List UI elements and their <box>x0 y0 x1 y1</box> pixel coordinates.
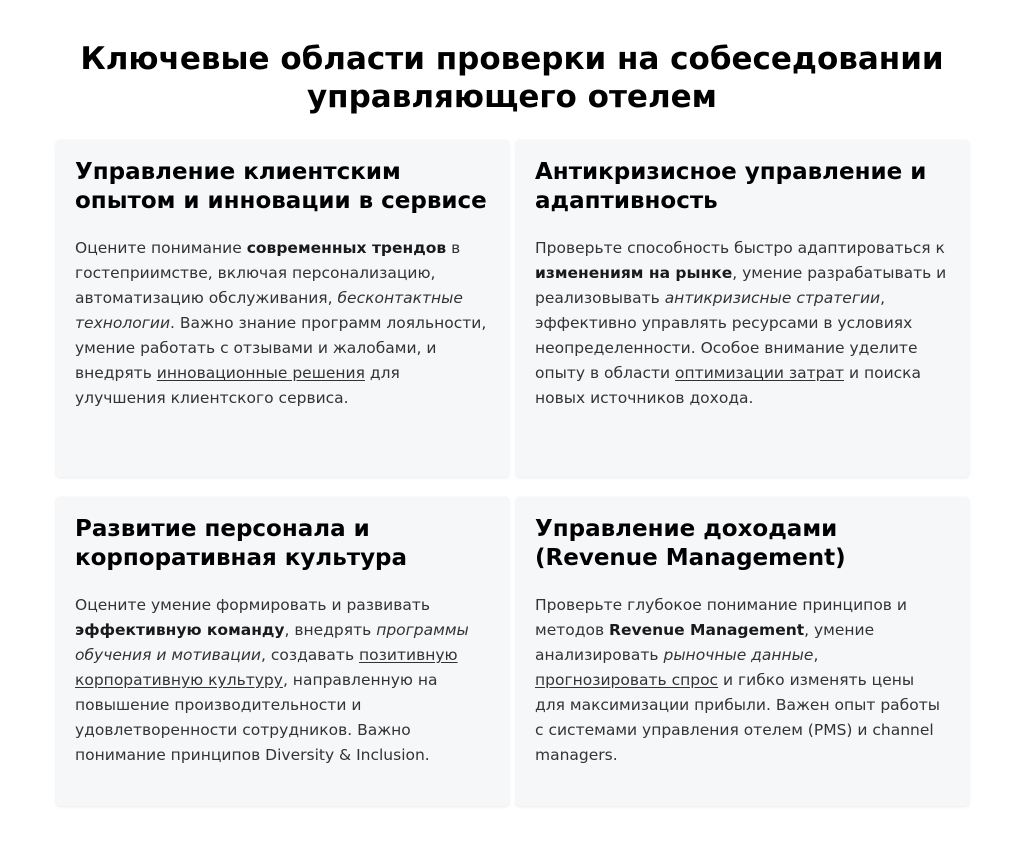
text-segment: в гостеприимстве, включая персонализацию, автоматизацию обслуживания, <box>75 239 461 307</box>
card-title: Управление доходами (Revenue Management) <box>535 516 846 571</box>
emphasis-underline: оптимизации затрат <box>675 364 845 382</box>
emphasis-italic: рыночные данные <box>663 646 814 664</box>
card-description <box>75 236 487 411</box>
text-segment: и поиска новых источников дохода. <box>535 364 922 407</box>
text-segment: , <box>813 646 819 664</box>
text-segment: , умение разрабатывать и реализовывать <box>535 264 947 307</box>
card-revenue-management <box>516 497 969 806</box>
cards-grid <box>56 140 969 806</box>
card-title: Управление клиентским опытом и инновации в сервисе <box>75 159 487 214</box>
text-segment: Оцените понимание <box>75 239 247 257</box>
card-description <box>75 593 487 768</box>
text-segment: , эффективно управлять ресурсами в условиях неопределенности. Особое внимание уделите опыту в области <box>535 289 918 382</box>
text-segment: . Важно знание программ лояльности, умение работать с отзывами и жалобами, и внедрять <box>75 314 487 382</box>
emphasis-underline: инновационные решения <box>156 364 365 382</box>
emphasis-underline: прогнозировать спрос <box>535 671 719 689</box>
text-segment: Проверьте способность быстро адаптироваться к <box>535 239 945 257</box>
emphasis-bold: современных трендов <box>246 239 447 257</box>
text-segment: , умение анализировать <box>535 621 875 664</box>
text-segment: Проверьте глубокое понимание принципов и методов <box>535 596 907 639</box>
emphasis-italic: антикризисные стратегии <box>664 289 881 307</box>
text-segment: , направленную на повышение производительности и удовлетворенности сотрудников. Важно понимание принципов Diversity & Inclusion. <box>75 671 438 764</box>
card-description <box>535 593 947 768</box>
emphasis-bold: эффективную команду <box>75 621 285 639</box>
text-segment: , внедрять <box>284 621 377 639</box>
text-segment: и гибко изменять цены для максимизации прибыли. Важен опыт работы с системами управления отелем (PMS) и channel managers. <box>535 671 940 764</box>
card-description <box>535 236 947 411</box>
card-staff-development <box>56 497 509 806</box>
card-customer-experience <box>56 140 509 477</box>
emphasis-italic: бесконтактные технологии <box>75 289 463 332</box>
emphasis-underline: позитивную корпоративную культуру <box>75 646 458 689</box>
page-title: Ключевые области проверки на собеседовании управляющего отелем <box>80 41 944 115</box>
card-title: Развитие персонала и корпоративная культура <box>75 516 408 571</box>
emphasis-bold: Revenue Management <box>609 621 805 639</box>
text-segment: , создавать <box>260 646 360 664</box>
card-crisis-management <box>516 140 969 477</box>
card-title: Антикризисное управление и адаптивность <box>535 159 927 214</box>
text-segment: Оцените умение формировать и развивать <box>75 596 431 614</box>
emphasis-italic: программы обучения и мотивации <box>75 621 469 664</box>
emphasis-bold: изменениям на рынке <box>535 264 733 282</box>
text-segment: для улучшения клиентского сервиса. <box>75 364 400 407</box>
